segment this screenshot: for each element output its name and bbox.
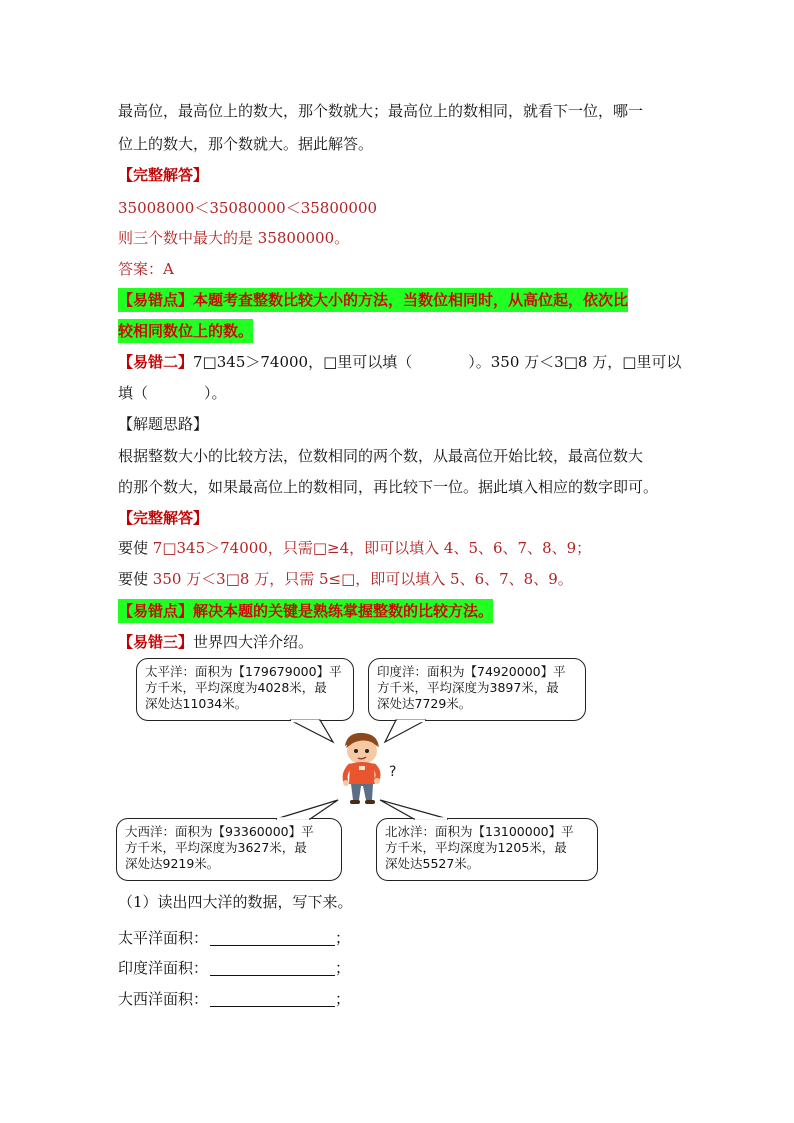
fill-end-atlantic: ； [335,990,351,1008]
bubble-arctic-line-3: 深处达5527米。 [385,856,480,871]
bubble-indian-line-1: 印度洋：面积为【74920000】平 [377,664,566,679]
fill-row-pacific [118,928,350,948]
idea-line-2: 的那个数大，如果最高位上的数相同，再比较下一位。据此填入相应的数字即可。 [118,478,659,496]
bubble-arctic-line-2: 方千米，平均深度为1205米，最 [385,840,567,855]
question-2-text-c: 填（ [118,384,149,402]
bubble-pacific-line-1: 太平洋：面积为【179679000】平 [145,664,342,679]
bubble-atlantic-line-3: 深处达9219米。 [125,856,220,871]
question-mark: ? [389,764,397,780]
answer-line: 答案：A [118,260,174,278]
question-3-text: 世界四大洋介绍。 [193,633,314,651]
inequality-line: 35008000＜35080000＜35800000 [118,199,378,217]
question-2-text-a: 7□345＞74000，□里可以填（ [193,353,413,371]
fill-label-atlantic: 大西洋面积： [118,990,209,1008]
solution-2-text: 350 万＜3□8 万，只需 5≤□，即可以填入 5、6、7、8、9。 [152,570,573,588]
tail-pacific [290,720,333,742]
tip-1-highlight-a: 【易错点】本题考查整数比较大小的方法，当数位相同时，从高位起，依次比 [118,288,628,312]
tip-2-highlight: 【易错点】解决本题的关键是熟练掌握整数的比较方法。 [118,599,493,623]
fill-row-atlantic [118,989,350,1009]
bubble-atlantic-line-1: 大西洋：面积为【93360000】平 [125,824,314,839]
max-suffix: 。 [334,229,350,247]
question-2-tag: 【易错二】 [118,353,194,371]
line-1: 最高位，最高位上的数大，那个数就大；最高位上的数相同，就看下一位，哪一 [118,102,644,120]
bubble-indian-line-3: 深处达7729米。 [377,696,472,711]
bubble-pacific-line-3: 深处达11034米。 [145,696,248,711]
bubble-atlantic-line-2: 方千米，平均深度为3627米，最 [125,840,307,855]
bubble-pacific-line-2: 方千米，平均深度为4028米，最 [145,680,327,695]
question-2-text-b: ）。350 万＜3□8 万，□里可以 [468,353,682,371]
idea-line-1: 根据整数大小的比较方法，位数相同的两个数，从最高位开始比较，最高位数大 [118,447,644,465]
bubble-arctic-line-1: 北冰洋：面积为【13100000】平 [385,824,574,839]
fill-label-pacific: 太平洋面积： [118,929,209,947]
fill-row-indian [118,958,350,978]
fill-end-pacific: ； [335,929,351,947]
max-value: 35800000 [257,229,335,247]
solution-1-text: 7□345＞74000，只需□≥4，即可以填入 4、5、6、7、8、9； [152,539,592,557]
question-3-tag: 【易错三】 [118,633,194,651]
bubble-indian-line-2: 方千米，平均深度为3897米，最 [377,680,559,695]
tip-1-highlight-b: 较相同数位上的数。 [118,319,253,343]
fill-blank-indian[interactable] [210,959,335,976]
solution-1-prefix: 要使 [118,539,153,557]
max-prefix: 则三个数中最大的是 [118,229,258,247]
cartoon-boy-icon [333,730,389,808]
solution-2-prefix: 要使 [118,570,153,588]
heading-complete-answer-1: 【完整解答】 [118,166,209,184]
fill-label-indian: 印度洋面积： [118,959,209,977]
tail-arctic [380,800,448,819]
heading-complete-answer-2: 【完整解答】 [118,509,209,527]
fill-blank-atlantic[interactable] [210,990,335,1007]
line-2: 位上的数大，那个数就大。据此解答。 [118,135,374,153]
sub-question-1: （1）读出四大洋的数据，写下来。 [118,893,353,911]
fill-blank-pacific[interactable] [210,929,335,946]
tail-indian [385,720,426,742]
fill-end-indian: ； [335,959,351,977]
tail-atlantic [276,800,338,819]
heading-solution-idea: 【解题思路】 [118,415,209,433]
question-2-text-d: ）。 [204,384,227,402]
